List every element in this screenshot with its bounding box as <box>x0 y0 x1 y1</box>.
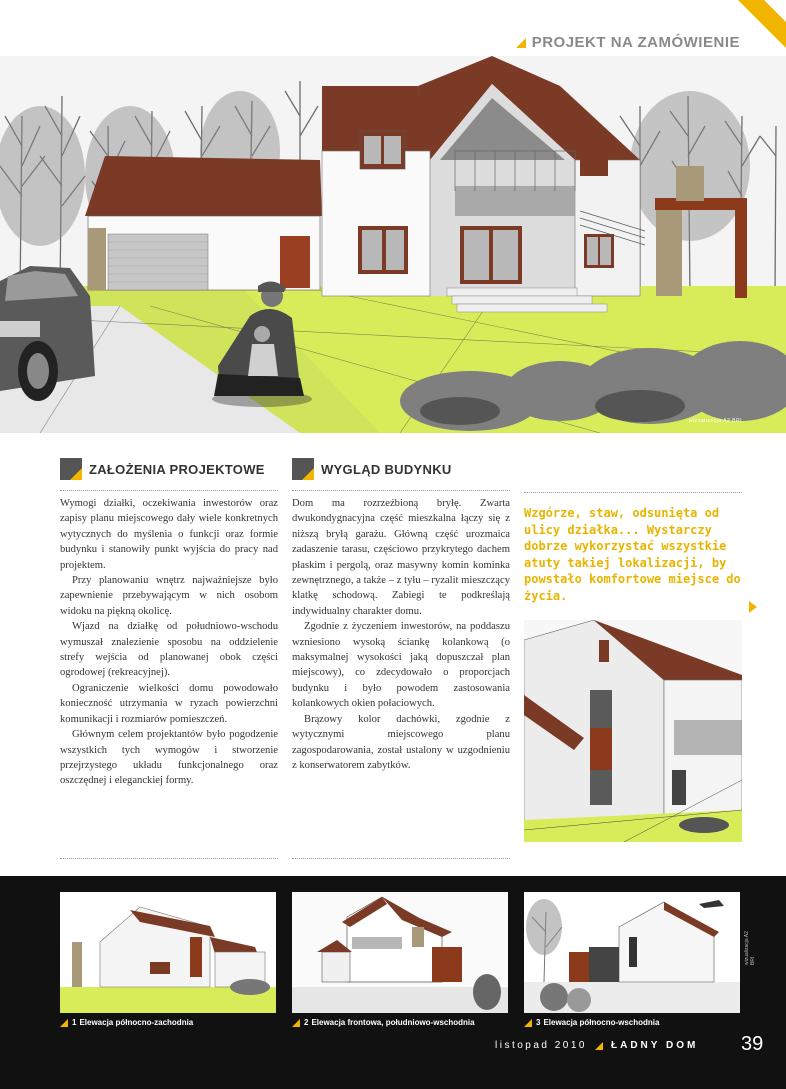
triangle-icon <box>60 1019 68 1027</box>
paragraph: Ograniczenie wielkości domu powodowało konieczność utrzymania w ryzach powierzchni komunikacji i rozmiarów pomieszczeń. <box>60 682 278 725</box>
caption-number: 3 <box>536 1018 541 1027</box>
caption-text: Elewacja północno-zachodnia <box>79 1018 194 1027</box>
paragraph: Wymogi działki, oczekiwania inwestorów oraz zapisy planu miejscowego dały wiele konkretnych wytycznych do myślenia o funkcji oraz formie budynku i stanowiły punkt wyjścia do pracy nad projektem. <box>60 498 278 571</box>
caption-2 <box>292 1018 475 1027</box>
divider <box>60 858 278 859</box>
thumbnail-2 <box>292 892 508 1013</box>
section-title-label: WYGLĄD BUDYNKU <box>321 461 452 477</box>
paragraph: Głównym celem projektantów było pogodzenie wszystkich tych wymogów i stworzenie przejrzystego układu funkcjonalnego oraz oszczędnej i eleganckiej formy. <box>60 729 278 787</box>
arrow-right-icon <box>749 601 757 613</box>
section-header <box>516 34 740 51</box>
divider <box>292 858 510 859</box>
corner-notch <box>764 0 786 22</box>
caption-text: Elewacja północno-wschodnia <box>543 1018 660 1027</box>
magazine-name: ŁADNY DOM <box>611 1040 699 1051</box>
issue-date: listopad 2010 <box>495 1040 587 1051</box>
square-icon <box>292 458 314 480</box>
triangle-icon <box>524 1019 532 1027</box>
hero-visualization <box>0 56 786 433</box>
house-render <box>0 56 786 433</box>
paragraph: Dom ma rozrzeźbioną bryłę. Zwarta dwukondygnacyjna część mieszkalna łączy się z niższą bryłą garażu. Główną część urozmaica zadaszenie tarasu, częściowo przykrytego dachem płaskim i pergolą, oraz masywny komin kominka zewnętrznego, a także – z tyłu – ryzalit mieszczący klatkę schodową. Zabiegi te podkreślają indywidualny charakter domu. <box>292 498 510 617</box>
divider <box>524 492 742 493</box>
side-visualization <box>524 620 742 842</box>
section-header-label: PROJEKT NA ZAMÓWIENIE <box>531 34 740 51</box>
square-icon <box>60 458 82 480</box>
page-number: 39 <box>741 1033 764 1055</box>
article-column-1 <box>60 496 278 789</box>
section-title-1 <box>60 458 265 480</box>
caption-number: 1 <box>72 1018 77 1027</box>
triangle-icon <box>292 1019 300 1027</box>
paragraph: Zgodnie z życzeniem inwestorów, na poddaszu wzniesiono wysoką ściankę kolankową (o maksymalnej wysokości jaką dopuszczał plan miejscowy), co zdecydowało o proporcjach budynku i było powodem zastosowania kolankowych okien połaciowych. <box>292 621 510 710</box>
pull-quote: Wzgórze, staw, odsunięta od ulicy działka... Wystarczy dobrze wykorzystać wszystkie atuty takiej lokalizacji, by powstało komfortowe miejsce do życia. <box>524 506 741 603</box>
paragraph: Wjazd na działkę od południowo-wschodu wymuszał znalezienie sposobu na oddzielenie strefy wejścia od planowanej obok części ogrodowej (rekreacyjnej). <box>60 621 278 679</box>
triangle-icon <box>595 1042 603 1050</box>
paragraph: Brązowy kolor dachówki, zgodnie z wytycznymi miejscowego planu zagospodarowania, został ustalony w uzgodnieniu z konserwatorem zabytków. <box>292 713 510 771</box>
section-title-2 <box>292 458 452 480</box>
divider <box>60 490 278 491</box>
caption-1 <box>60 1018 193 1027</box>
thumbnail-3 <box>524 892 740 1013</box>
thumbnail-credit: wizualizacja A2 BRI <box>744 931 756 965</box>
caption-number: 2 <box>304 1018 309 1027</box>
divider <box>292 490 510 491</box>
caption-text: Elewacja frontowa, południowo-wschodnia <box>311 1018 475 1027</box>
thumbnail-1 <box>60 892 276 1013</box>
paragraph: Przy planowaniu wnętrz najważniejsze było zapewnienie przebywającym w nich osobom widoku na piękną okolicę. <box>60 575 278 617</box>
article-column-2 <box>292 496 510 773</box>
hero-credit: wizualizacja A2 BRI <box>688 418 742 424</box>
triangle-icon <box>516 38 526 48</box>
section-title-label: ZAŁOŻENIA PROJEKTOWE <box>89 461 265 477</box>
page-footer <box>495 1040 698 1051</box>
caption-3 <box>524 1018 659 1027</box>
